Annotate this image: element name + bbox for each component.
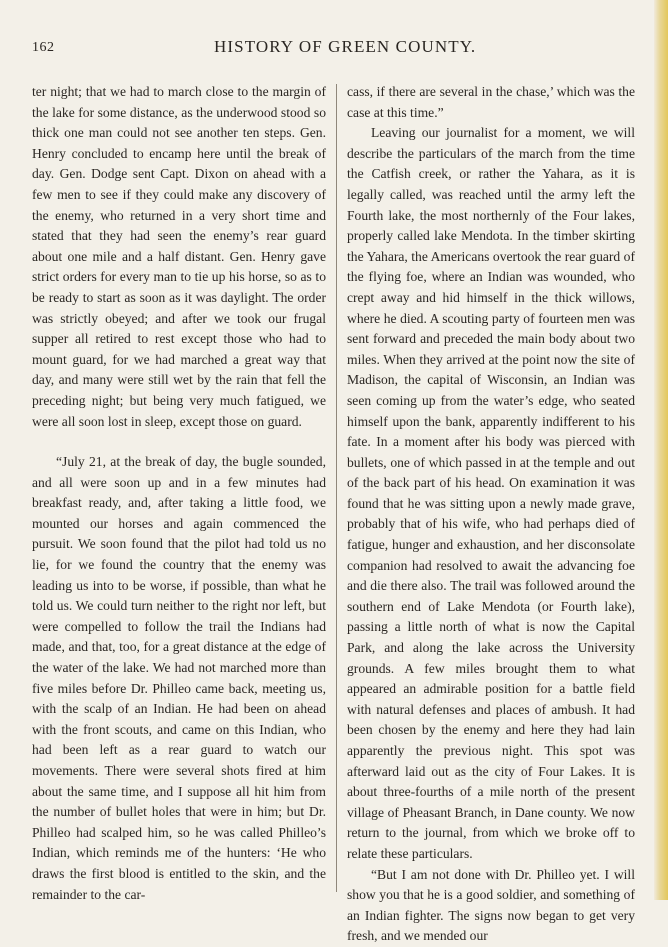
left-column bbox=[32, 82, 326, 905]
column-divider bbox=[336, 84, 337, 892]
paragraph: Leaving our journalist for a moment, we will describe the particulars of the march from the time the Catfish creek, or rather the Yahara, as it is legally called, was reached until the army left the Fourth lake, the most northernly of the Four lakes, properly called lake Mendota. In the timber skirting the Yahara, the Americans overtook the rear guard of the flying foe, where an Indian was wounded, who crept away and hid himself in the thick willows, where he died. A scouting party of fourteen men was sent forward and preceded the main body about two miles. When they arrived at the point now the site of Madison, the capital of Wisconsin, an Indian was seen coming up from the water’s edge, who seated himself upon the bank, apparently indifferent to his fate. In a moment after his body was pierced with bullets, one of which passed in at the temple and out of the back part of his head. On examination it was found that he was sitting upon a newly made grave, probably that of his wife, who had perhaps died of fatigue, hunger and exhaustion, and her disconsolate companion had resolved to await the advancing foe and die there also. The trail was followed around the southern end of Lake Mendota (or Fourth lake), passing a little north of what is now the Capital Park, and along the lake across the University grounds. A few miles brought them to what appeared an admirable position for a battle field with natural defenses and places of ambush. It had been chosen by the enemy and here they had lain apparently the previous night. This spot was afterward laid out as the city of Four Lakes. It is about three-fourths of a mile north of the present village of Pheasant Branch, in Dane county. We now return to the journal, from which we broke off to relate these particulars. bbox=[347, 125, 635, 861]
page-header bbox=[32, 37, 632, 61]
running-head: HISTORY OF GREEN COUNTY. bbox=[214, 37, 477, 56]
paragraph: “But I am not done with Dr. Philleo yet. I will show you that he is a good soldier, and something of an Indian fighter. The signs now began to get very fresh, and we mended our bbox=[347, 866, 635, 944]
paragraph: cass, if there are several in the chase,’ which was the case at this time.” bbox=[347, 84, 635, 120]
right-column bbox=[347, 82, 635, 947]
page-number: 162 bbox=[32, 40, 55, 55]
page-edge bbox=[654, 0, 668, 900]
paragraph: ter night; that we had to march close to the margin of the lake for some distance, as the underwood stood so thick one man could not see another ten steps. Gen. Henry concluded to encamp here until the break of day. Gen. Dodge sent Capt. Dixon on ahead with a few men to see if they could make any discovery of the enemy, who returned in a very short time and stated that they had seen the enemy’s rear guard about one mile and a half distant. Gen. Henry gave strict orders for every man to tie up his horse, so as to be ready to start as soon as it was daylight. The order was strictly obeyed; and after we took our frugal supper all retired to rest except those who had to mount guard, for we had marched a great way that day, and many were still wet by the rain that fell the preceding night; but being very much fatigued, we were all soon lost in sleep, except those on guard. bbox=[32, 84, 326, 429]
paragraph: “July 21, at the break of day, the bugle sounded, and all were soon up and in a few minutes had breakfast ready, and, after taking a little food, we mounted our horses and again commenced the pursuit. We soon found that the pilot had told us no lie, for we found the country that the enemy was leading us into to be worse, if possible, than what he told us. We could turn neither to the right nor left, but were compelled to follow the trail the Indians had made, and that, too, for a great distance at the edge of the water of the lake. We had not marched more than five miles before Dr. Philleo came back, meeting us, with the scalp of an Indian. He had been on ahead with the front scouts, and came on this Indian, who had been left as a rear guard to watch our movements. There were several shots fired at him about the same time, and I suppose all hit him from the number of bullet holes that were in him; but Dr. Philleo had scalped him, so he was called Philleo’s Indian, which reminds me of the hunters: ‘He who draws the first blood is entitled to the skin, and the remainder to the car- bbox=[32, 454, 326, 902]
